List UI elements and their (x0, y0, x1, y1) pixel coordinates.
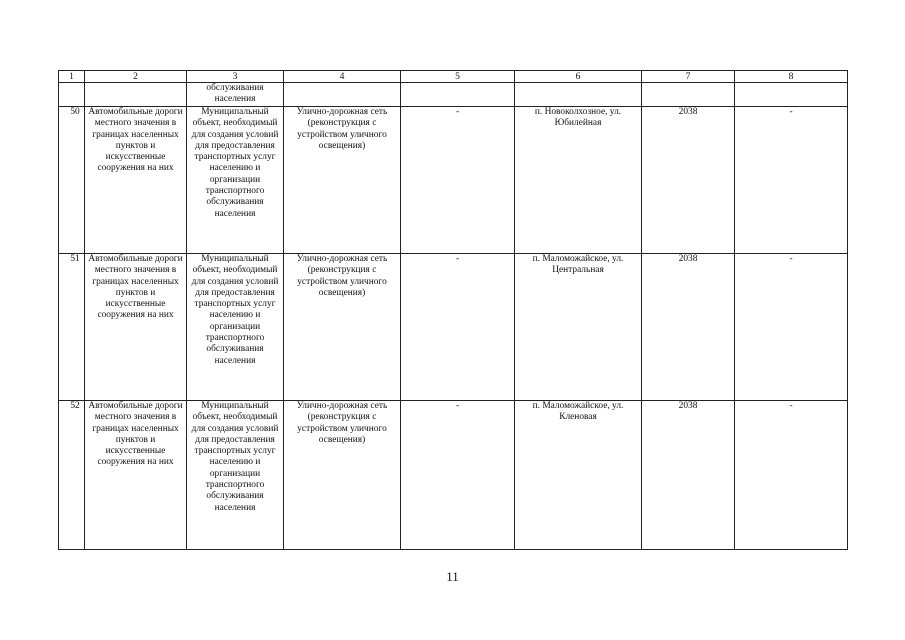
object-name: Автомобильные дороги местного значения в границах населенных пунктов и искусственные сооружения на них (85, 107, 187, 254)
object-location: п. Новоколхозное, ул. Юбилейная (515, 107, 642, 254)
column-number: 1 (59, 71, 85, 83)
object-purpose: Муниципальный объект, необходимый для создания условий для предоставления транспортных услуг населению и организации транспортного обслуживания населения (187, 107, 284, 254)
object-purpose: Муниципальный объект, необходимый для создания условий для предоставления транспортных услуг населению и организации транспортного обслуживания населения (187, 254, 284, 401)
column-number-row (59, 71, 848, 83)
column-number: 5 (401, 71, 515, 83)
table-row (59, 107, 848, 254)
column-number: 3 (187, 71, 284, 83)
cell-dash: - (401, 254, 515, 401)
cell-empty (85, 83, 187, 107)
row-number: 52 (59, 401, 85, 550)
object-name: Автомобильные дороги местного значения в границах населенных пунктов и искусственные сооружения на них (85, 254, 187, 401)
column-number: 7 (642, 71, 735, 83)
object-location: п. Маломожайское, ул. Кленовая (515, 401, 642, 550)
page-number: 11 (446, 569, 459, 584)
cell-dash: - (735, 401, 848, 550)
table-row (59, 401, 848, 550)
continuation-text: обслуживания населения (187, 83, 284, 107)
cell-empty (59, 83, 85, 107)
cell-dash: - (735, 107, 848, 254)
object-year: 2038 (642, 401, 735, 550)
column-number: 4 (284, 71, 401, 83)
row-number: 50 (59, 107, 85, 254)
table-row (59, 254, 848, 401)
column-number: 8 (735, 71, 848, 83)
cell-empty (401, 83, 515, 107)
objects-table (58, 70, 848, 550)
object-name: Автомобильные дороги местного значения в границах населенных пунктов и искусственные сооружения на них (85, 401, 187, 550)
cell-empty (284, 83, 401, 107)
object-purpose: Муниципальный объект, необходимый для создания условий для предоставления транспортных услуг населению и организации транспортного обслуживания населения (187, 401, 284, 550)
cell-empty (515, 83, 642, 107)
object-year: 2038 (642, 107, 735, 254)
object-location: п. Маломожайское, ул. Центральная (515, 254, 642, 401)
object-characteristics: Улично-дорожная сеть (реконструкция с устройством уличного освещения) (284, 254, 401, 401)
column-number: 2 (85, 71, 187, 83)
row-number: 51 (59, 254, 85, 401)
cell-dash: - (735, 254, 848, 401)
cell-dash: - (401, 401, 515, 550)
object-characteristics: Улично-дорожная сеть (реконструкция с устройством уличного освещения) (284, 107, 401, 254)
cell-dash: - (401, 107, 515, 254)
object-characteristics: Улично-дорожная сеть (реконструкция с устройством уличного освещения) (284, 401, 401, 550)
continuation-row (59, 83, 848, 107)
column-number: 6 (515, 71, 642, 83)
cell-empty (642, 83, 735, 107)
object-year: 2038 (642, 254, 735, 401)
cell-empty (735, 83, 848, 107)
